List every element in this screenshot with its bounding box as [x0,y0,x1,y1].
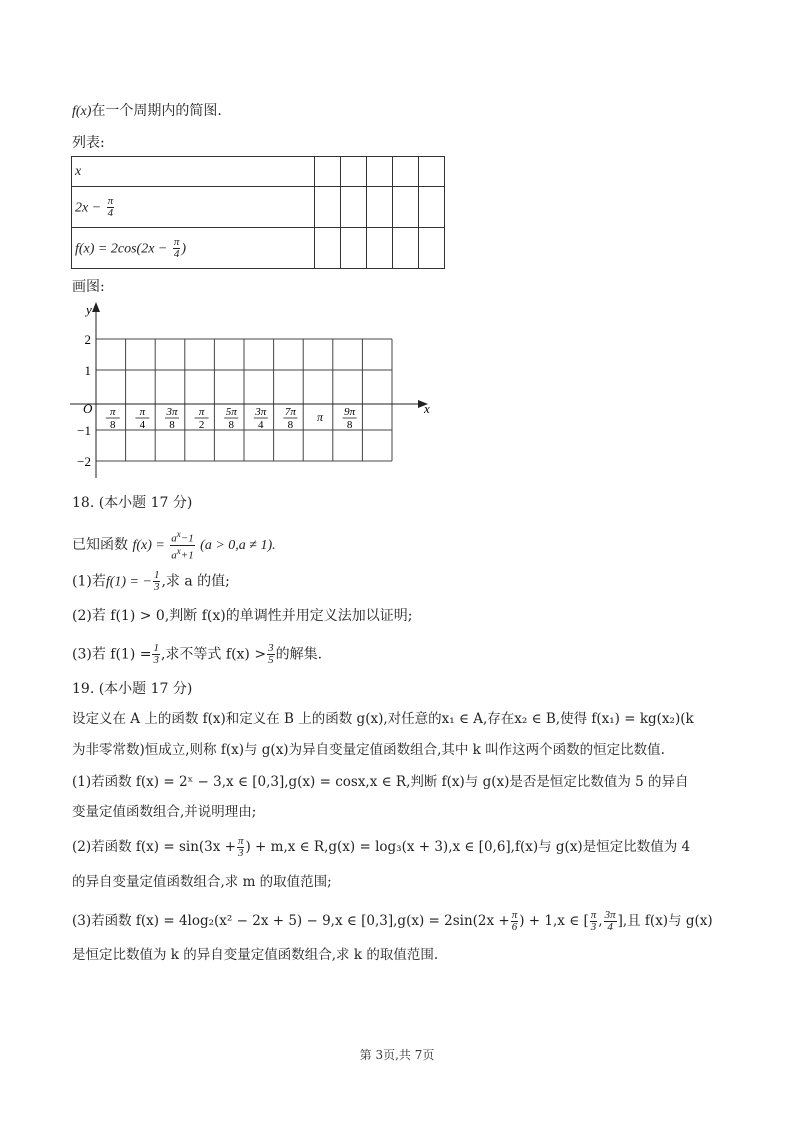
x-tick-label [283,406,297,431]
row-label-2x-minus-pi-4: 2x − $\frac{\pi}{4}$ [72,187,315,228]
svg-text:5π: 5π [225,406,237,418]
draw-label: 画图: [72,279,105,295]
x-tick-label [135,406,149,431]
q19-def-line1: 设定义在 A 上的函数 f(x)和定义在 B 上的函数 g(x),对任意的x₁ ∈ A,存在x₂ ∈ B,使得 f(x₁) = kg(x₂)(k [72,711,694,727]
svg-text:8: 8 [110,419,116,431]
svg-text:π: π [198,406,205,418]
svg-text:π: π [110,406,116,418]
q19-part1-line1: (1)若函数 f(x) = 2ˣ − 3,x ∈ [0,3],g(x) = cosx,x ∈ R,判断 f(x)与 g(x)是否是恒定比数值为 5 的异自 [72,774,689,790]
q18-stem: 已知函数 f(x) = $\frac{a^x-1}{a^x+1}$ (a > 0,a ≠ 1). [72,529,276,562]
x-tick-label [195,406,209,431]
x-tick-label [317,410,324,424]
svg-text:4: 4 [258,419,264,431]
page-footer: 第 3页,共 7页 [359,1048,435,1062]
x-tick-label [343,406,357,431]
svg-text:8: 8 [287,419,294,431]
svg-text:9π: 9π [344,406,356,418]
x-tick-label [224,406,238,431]
value-table [71,156,445,269]
table-row [72,187,445,228]
fx-symbol: f(x) [72,104,92,119]
svg-text:π: π [316,410,324,424]
table-row [72,228,445,269]
svg-text:8: 8 [228,419,234,431]
svg-text:π: π [139,406,146,418]
q18-part1: (1)若f(1) = − $\frac{1}{3}$ ,求 a 的值; [72,569,230,593]
y-axis-label: y [86,302,92,317]
x-tick-label [254,406,268,431]
q18-part3: (3)若 f(1) = $\frac{1}{3}$ ,求不等式 f(x) > $\frac{3}{5}$ 的解集. [72,642,323,666]
q18-fraction: $\frac{a^x-1}{a^x+1}$ [171,529,194,562]
row-label-fx: f(x) = 2cos(2x − $\frac{\pi}{4}$ ) [72,228,315,269]
svg-text:8: 8 [346,419,353,431]
svg-text:2: 2 [198,419,205,431]
svg-text:7π: 7π [284,406,296,418]
q18-part2: (2)若 f(1) > 0,判断 f(x)的单调性并用定义法加以证明; [72,608,413,624]
y-tick-label: −2 [77,454,91,469]
svg-text:3π: 3π [166,406,178,418]
table-row [72,157,445,187]
y-tick-label: 2 [84,332,91,347]
list-label: 列表: [72,135,105,151]
x-axis-label: x [424,401,430,416]
origin-label: O [83,401,93,416]
svg-text:3π: 3π [255,406,267,418]
q19-part3-line2: 是恒定比数值为 k 的异自变量定值函数组合,求 k 的取值范围. [72,947,439,963]
q19-header: 19. (本小题 17 分) [72,681,193,697]
q19-part3-line1: (3)若函数 f(x) = 4log₂(x² − 2x + 5) − 9,x ∈ [0,3],g(x) = 2sin(2x + $\frac{\pi}{6}$ ) + 1,x ∈ [ $\frac{\pi}{3}$ , $\frac{3\pi}{4}$ ],且 f(x)与 g(x) [72,909,713,933]
intro-caption-text: 在一个周期内的简图. [91,103,222,119]
q19-part1-line2: 变量定值函数组合,并说明理由; [72,804,257,820]
y-tick-label: 1 [84,363,91,378]
x-tick-label [106,406,120,431]
x-tick-label [165,406,179,431]
coordinate-grid [70,296,440,486]
svg-text:8: 8 [169,419,175,431]
q18-header: 18. (本小题 17 分) [72,495,193,511]
intro-caption [72,101,222,122]
q19-part2-line2: 的异自变量定值函数组合,求 m 的取值范围; [72,874,332,890]
row-label-x: x [72,157,315,187]
y-tick-label: −1 [77,423,91,438]
q19-part2-line1: (2)若函数 f(x) = sin(3x + $\frac{\pi}{3}$ ) + m,x ∈ R,g(x) = log₃(x + 3),x ∈ [0,6],f(x)与 g(x)是恒定比数值为 4 [72,835,691,859]
svg-text:4: 4 [139,419,146,431]
y-axis-arrow [92,302,100,312]
q19-def-line2: 为非零常数)恒成立,则称 f(x)与 g(x)为异自变量定值函数组合,其中 k 叫作这两个函数的恒定比数值. [72,742,665,758]
